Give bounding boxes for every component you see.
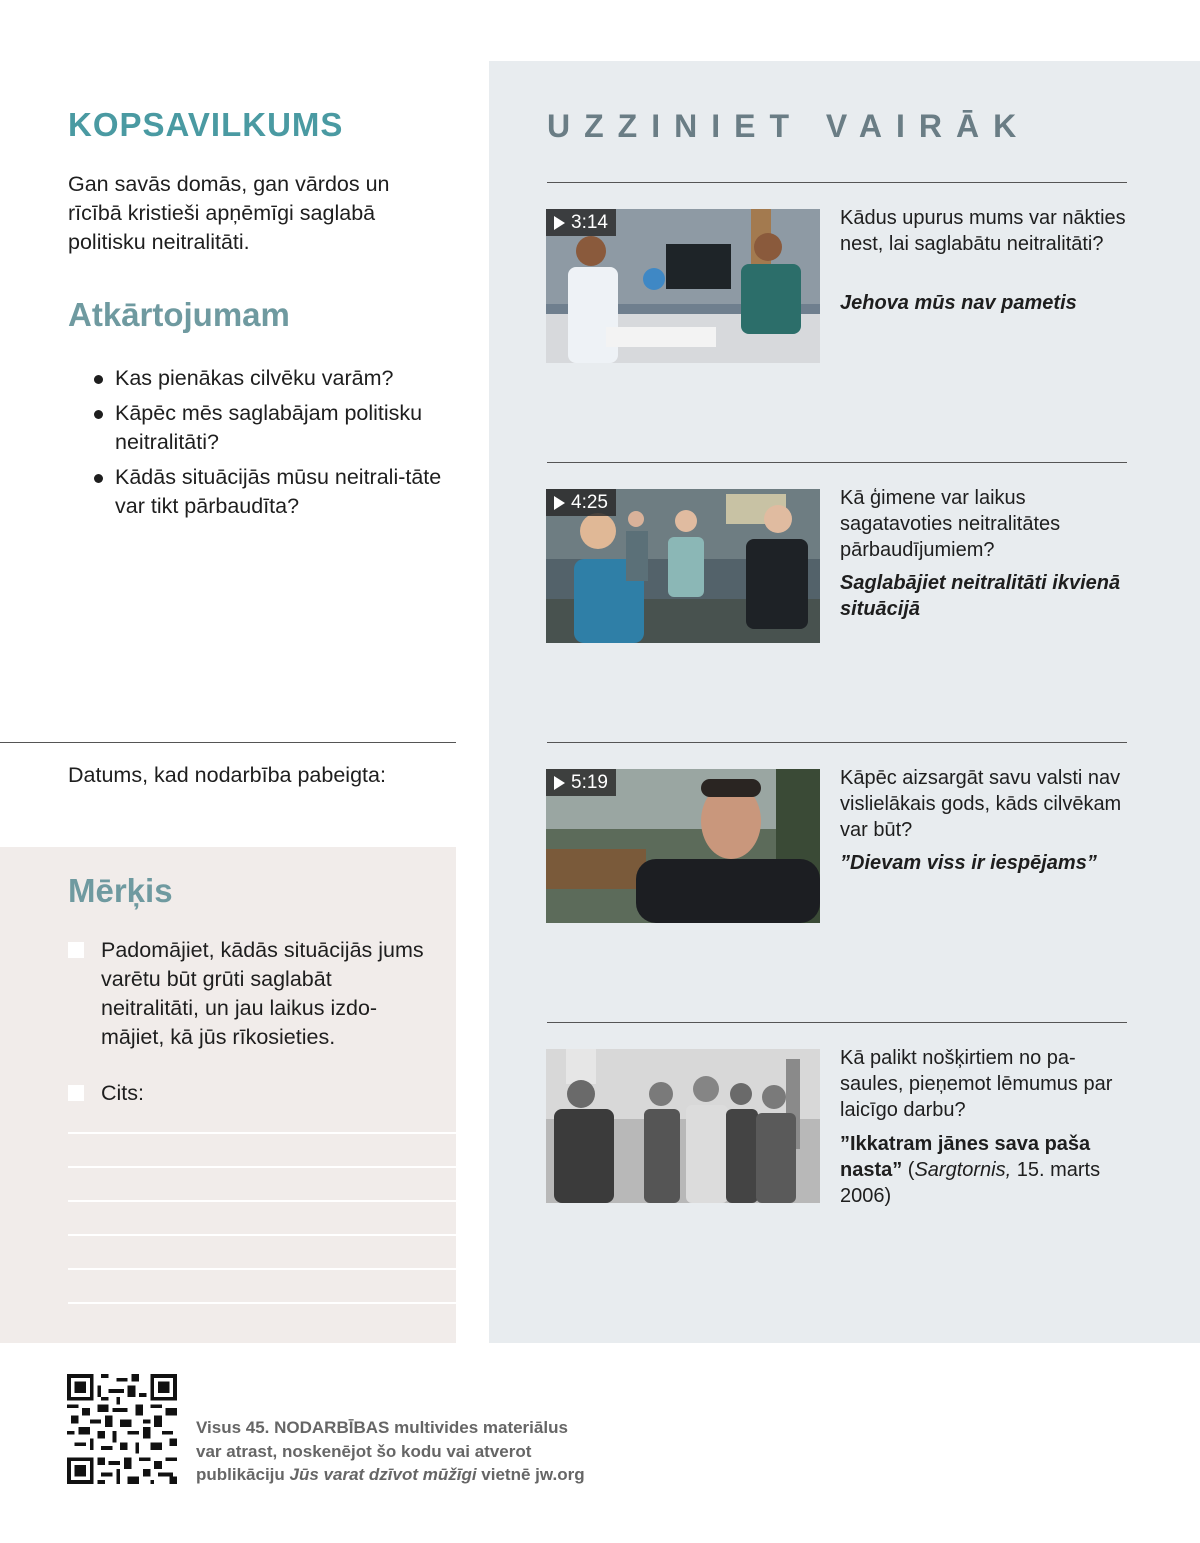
divider bbox=[547, 462, 1127, 463]
goal-checkbox[interactable] bbox=[68, 942, 84, 958]
video-question: Kā ģimene var laikus sagatavoties neitralitātes pārbaudījumiem? bbox=[840, 487, 1061, 561]
review-list bbox=[92, 364, 457, 527]
footer-line: Visus 45. NODARBĪBAS multivides materiālus bbox=[196, 1418, 568, 1437]
divider bbox=[0, 742, 456, 743]
video-title-link[interactable]: ”Dievam viss ir iespējams” bbox=[840, 852, 1097, 874]
video-thumbnail[interactable] bbox=[546, 209, 820, 363]
writing-line[interactable] bbox=[68, 1302, 456, 1304]
goal-item-text: Cits: bbox=[101, 1081, 144, 1105]
article-source-date: 15. marts 2006) bbox=[840, 1159, 1101, 1207]
babylon-scene-illustration bbox=[546, 1049, 820, 1203]
article-title-link[interactable]: ”Ikkatram jānes sava paša nasta” bbox=[840, 1133, 1091, 1181]
publication-title: Jūs varat dzīvot mūžīgi bbox=[289, 1465, 477, 1484]
review-title: Atkārtojumam bbox=[68, 296, 290, 333]
qr-code-icon[interactable] bbox=[67, 1374, 177, 1484]
video-question: Kādus upurus mums var nākties nest, lai saglabātu neitralitāti? bbox=[840, 207, 1126, 255]
goal-item bbox=[68, 936, 428, 1052]
footer-line: var atrast, noskenējot šo kodu vai atverot bbox=[196, 1441, 532, 1461]
play-icon bbox=[554, 496, 565, 510]
video-thumbnail[interactable] bbox=[546, 769, 820, 923]
writing-line[interactable] bbox=[68, 1166, 456, 1168]
play-icon bbox=[554, 216, 565, 230]
writing-line[interactable] bbox=[68, 1200, 456, 1202]
goal-item-text: Padomājiet, kādās situācijās jums varētu būt grūti saglabāt neitralitāti, un jau laikus izdo-mājiet, kā jūs rīkosieties. bbox=[101, 938, 424, 1049]
article-illustration bbox=[546, 1049, 820, 1203]
video-duration-badge: 4:25 bbox=[546, 489, 616, 516]
divider bbox=[547, 1022, 1127, 1023]
completion-date-label: Datums, kad nodarbība pabeigta: bbox=[68, 763, 386, 787]
review-item: Kas pienākas cilvēku varām? bbox=[92, 364, 457, 393]
goal-title: Mērķis bbox=[68, 872, 173, 909]
divider bbox=[547, 742, 1127, 743]
summary-text: Gan savās domās, gan vārdos un rīcībā kristieši apņēmīgi saglabā politisku neitralitāti. bbox=[68, 172, 390, 254]
summary-title: KOPSAVILKUMS bbox=[68, 106, 344, 143]
video-duration-badge: 3:14 bbox=[546, 209, 616, 236]
video-question: Kāpēc aizsargāt savu valsti nav vislielākais gods, kāds cilvēkam var būt? bbox=[840, 767, 1122, 841]
footer-line: publikāciju Jūs varat dzīvot mūžīgi vietnē jw.org bbox=[196, 1465, 585, 1484]
video-duration-badge: 5:19 bbox=[546, 769, 616, 796]
writing-line[interactable] bbox=[68, 1132, 456, 1134]
writing-line[interactable] bbox=[68, 1234, 456, 1236]
video-title-link[interactable]: Saglabājiet neitralitāti ikvienā situācijā bbox=[840, 572, 1121, 620]
review-item: Kāpēc mēs saglabājam politisku neitralitāti? bbox=[92, 399, 457, 457]
article-source-title: Sargtornis, bbox=[914, 1159, 1012, 1181]
video-thumbnail[interactable] bbox=[546, 489, 820, 643]
play-icon bbox=[554, 776, 565, 790]
article-source-open: ( bbox=[902, 1159, 915, 1181]
video-title-link[interactable]: Jehova mūs nav pametis bbox=[840, 292, 1077, 314]
goal-item-other bbox=[68, 1079, 428, 1108]
article-question: Kā palikt nošķirtiem no pa-saules, pieņemot lēmumus par laicīgo darbu? bbox=[840, 1047, 1113, 1121]
goal-checkbox[interactable] bbox=[68, 1085, 84, 1101]
writing-line[interactable] bbox=[68, 1268, 456, 1270]
divider bbox=[547, 182, 1127, 183]
article-reference[interactable] bbox=[840, 1131, 1130, 1209]
learn-more-title: UZZINIET VAIRĀK bbox=[547, 108, 1031, 144]
footer-note bbox=[196, 1416, 636, 1487]
review-item: Kādās situācijās mūsu neitrali-tāte var tikt pārbaudīta? bbox=[92, 463, 457, 521]
